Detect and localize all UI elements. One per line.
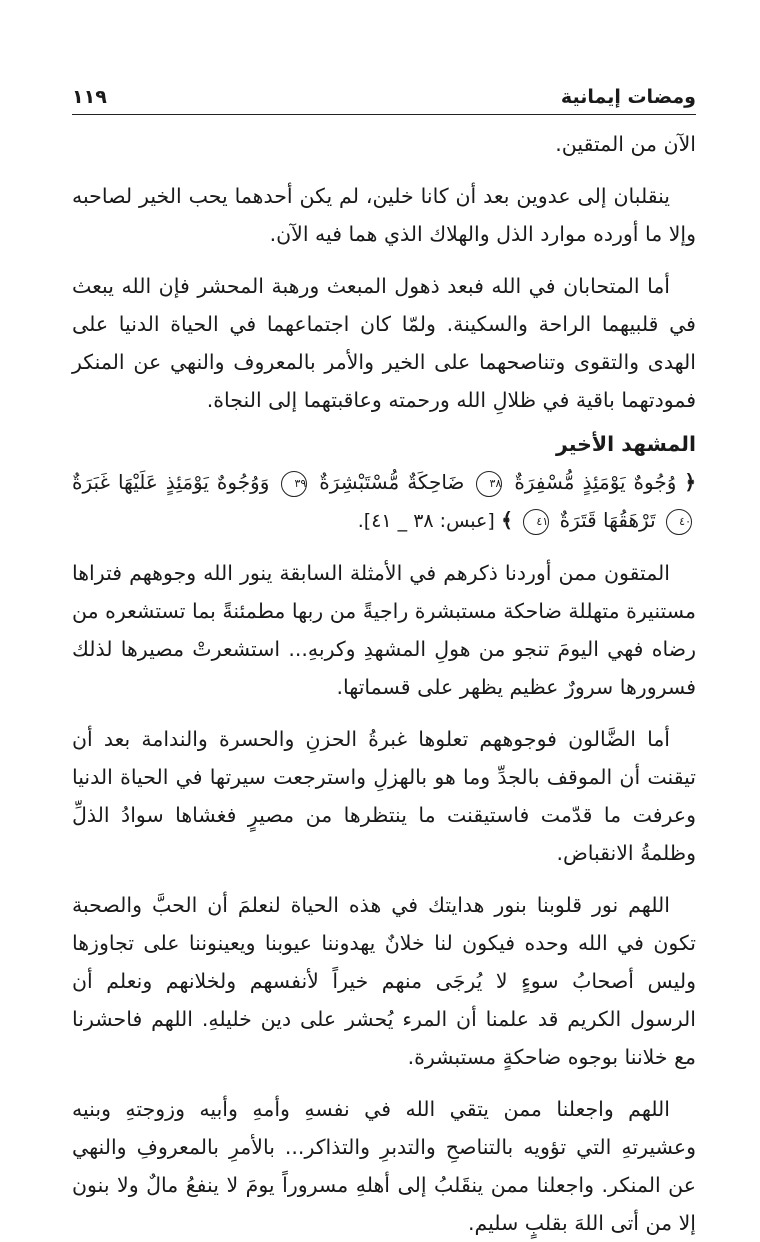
verse-open-bracket: ﴿ xyxy=(684,470,697,494)
verse-reference: [عبس: ٣٨ _ ٤١]. xyxy=(357,510,495,532)
ayah-number-mark: ٤١ xyxy=(523,509,549,535)
paragraph: ينقلبان إلى عدوين بعد أن كانا خلين، لم يكن أحدهما يحب الخير لصاحبه وإلا ما أورده موارد الذل والهلاك الذي هما فيه الآن. xyxy=(72,184,696,246)
book-page xyxy=(72,78,696,1242)
running-title: ومضات إيمانية xyxy=(560,86,696,108)
paragraph: أما المتحابان في الله فبعد ذهول المبعث ورهبة المحشر فإن الله يبعث في قلبيهما الراحة والسكينة. ولمّا كان اجتماعهما في الحياة الدنيا على الهدى والتقوى وتناصحهما على الخير والأمر بالمعروف والنهي عن المنكر فمودتهما باقية في ظلالِ الله ورحمته وعاقبتهما إلى النجاة. xyxy=(72,274,696,412)
verse-text: وَوُجُوهٌ يَوْمَئِذٍ عَلَيْهَا غَبَرَةٌ xyxy=(72,470,270,494)
ayah-number-mark: ٣٨ xyxy=(476,471,502,497)
page-header xyxy=(72,78,696,115)
verse-text: ضَاحِكَةٌ مُّسْتَبْشِرَةٌ xyxy=(319,470,465,494)
verse-text: وُجُوهٌ يَوْمَئِذٍ مُّسْفِرَةٌ xyxy=(514,470,677,494)
paragraph-continuation: الآن من المتقين. xyxy=(555,132,696,156)
paragraph: المتقون ممن أوردنا ذكرهم في الأمثلة السابقة ينور الله وجوههم فتراها مستنيرة متهللة ضاحكة مستبشرة راجيةً من ربها مطمئنةً بما تستشعره من رضاه فهي اليومَ تنجو من هولِ المشهدِ وكربهِ... استشعرتْ مصيرها لذلك فسرورها سرورٌ عظيم يظهر على قسماتها. xyxy=(72,561,696,699)
verse-close-bracket: ﴾ xyxy=(501,508,513,532)
ayah-number-mark: ٤٠ xyxy=(666,509,692,535)
section-heading: المشهد الأخير xyxy=(555,432,696,456)
ayah-number-mark: ٣٩ xyxy=(281,471,307,497)
paragraph: اللهم نور قلوبنا بنور هدايتك في هذه الحياة لنعلمَ أن الحبَّ والصحبة تكون في الله وحده فيكون لنا خلانٌ يهدوننا عيوبنا ويعينوننا على تجاوزها وليس أصحابُ سوءٍ لا يُرجَى منهم خيراً لأنفسهم ولخلانهم ونعلم أن الرسول الكريم قد علمنا أن المرء يُحشر على دين خليلهِ. اللهم فاحشرنا مع خلاننا بوجوه ضاحكةٍ مستبشرة. xyxy=(72,893,696,1069)
paragraph: أما الضَّالون فوجوههم تعلوها غبرةُ الحزنِ والحسرة والندامة بعد أن تيقنت أن الموقف بالجدِّ وما هو بالهزلِ واسترجعت سيرتها في الحياة الدنيا وعرفت ما قدّمت فاستيقنت ما ينتظرها من مصيرٍ فغشاها سوادُ الذلِّ وظلمةُ الانقباض. xyxy=(72,727,696,865)
paragraph: اللهم واجعلنا ممن يتقي الله في نفسهِ وأمهِ وأبيه وزوجتهِ وبنيه وعشيرتهِ التي تؤويه بالتناصحِ والتدبرِ والتذاكر... بالأمرِ بالمعروفِ والنهي عن المنكر. واجعلنا ممن ينقَلبُ إلى أهلهِ مسروراً يومَ لا ينفعُ مالٌ ولا بنون إلا من أتى اللهَ بقلبٍ سليم. xyxy=(72,1097,696,1235)
verse-text: تَرْهَقُهَا قَتَرَةٌ xyxy=(559,508,656,532)
page-number: ١١٩ xyxy=(72,86,107,108)
quran-verse xyxy=(72,463,696,540)
